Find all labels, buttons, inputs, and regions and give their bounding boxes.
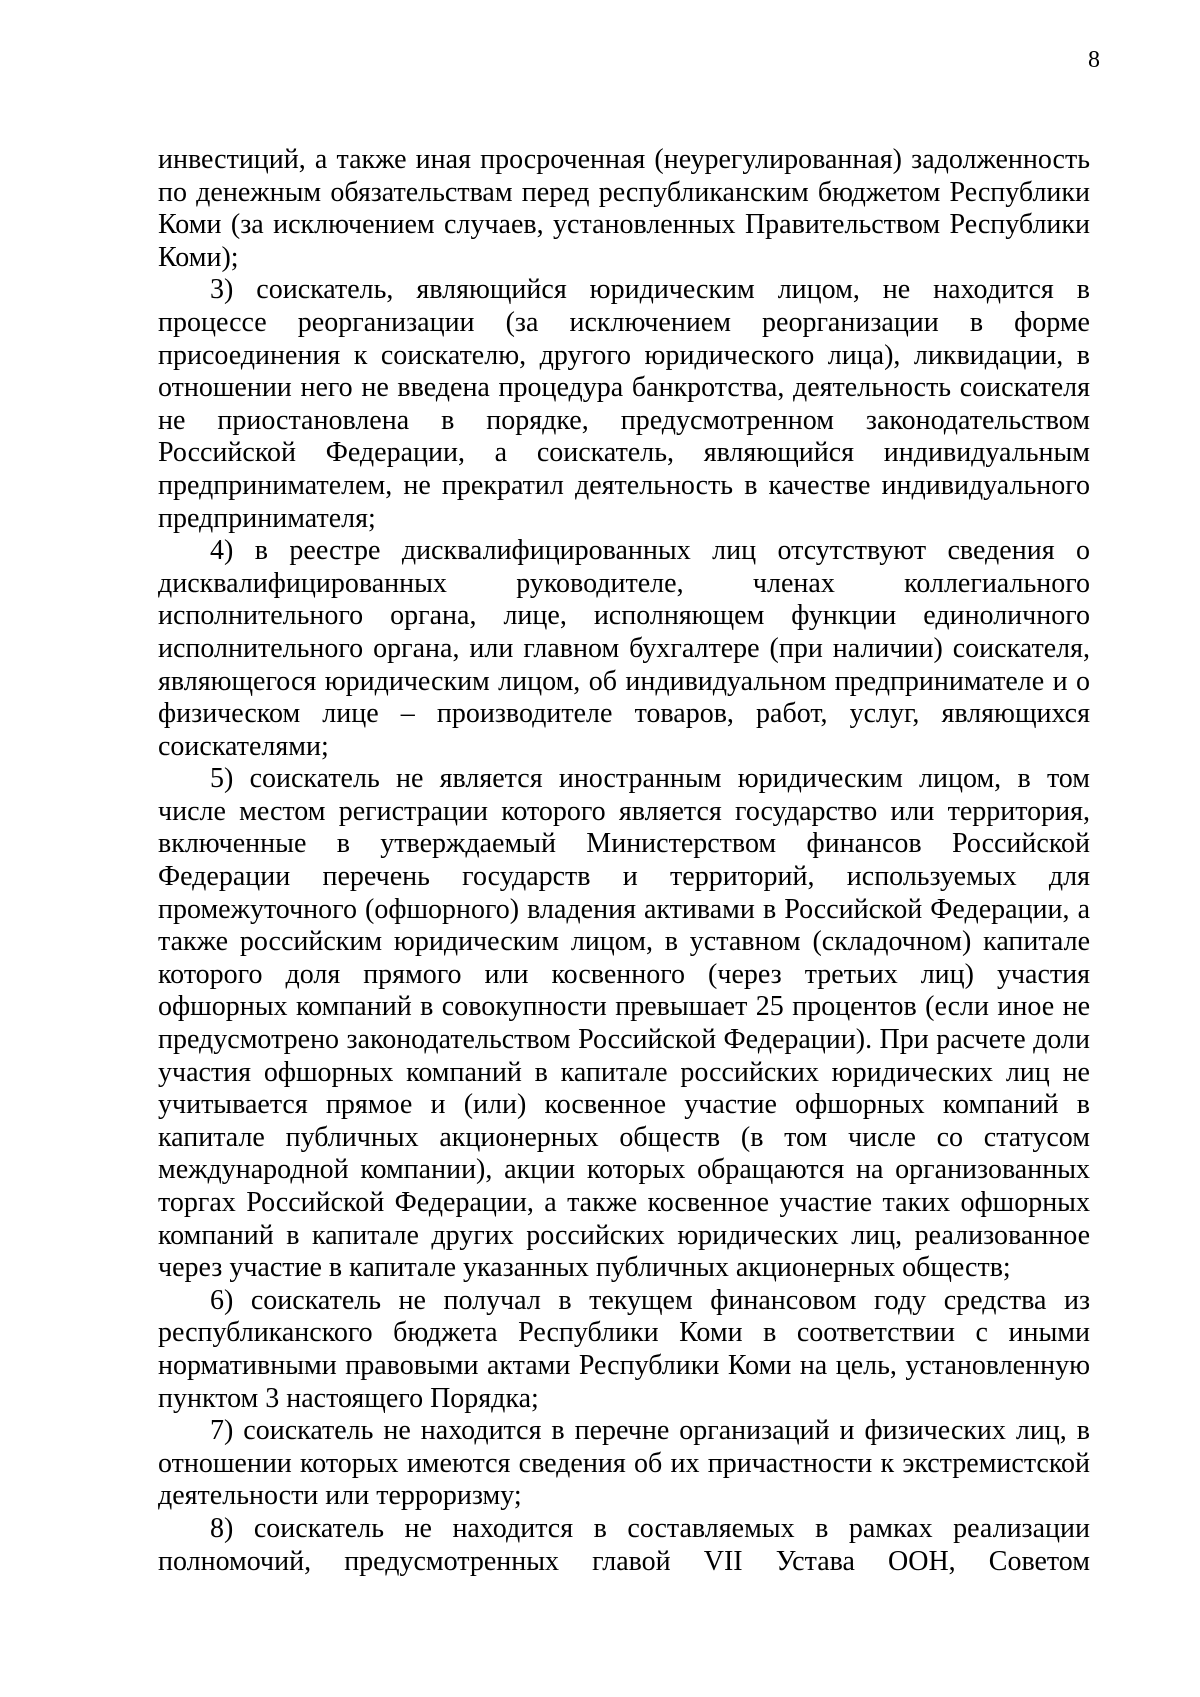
paragraph-item-6: 6) соискатель не получал в текущем финансовом году средства из республиканского бюджета Республики Коми в соответствии с иными нормативными правовыми актами Республики Коми на цель, установленную пунктом 3 настоящего Порядка; xyxy=(158,1284,1090,1414)
document-body xyxy=(158,144,1090,1578)
paragraph-item-5: 5) соискатель не является иностранным юридическим лицом, в том числе местом регистрации которого является государство или территория, включенные в утверждаемый Министерством финансов Российской Федерации перечень государств и территорий, используемых для промежуточного (офшорного) владения активами в Российской Федерации, а также российским юридическим лицом, в уставном (складочном) капитале которого доля прямого или косвенного (через третьих лиц) участия офшорных компаний в совокупности превышает 25 процентов (если иное не предусмотрено законодательством Российской Федерации). При расчете доли участия офшорных компаний в капитале российских юридических лиц не учитывается прямое и (или) косвенное участие офшорных компаний в капитале публичных акционерных обществ (в том числе со статусом международной компании), акции которых обращаются на организованных торгах Российской Федерации, а также косвенное участие таких офшорных компаний в капитале других российских юридических лиц, реализованное через участие в капитале указанных публичных акционерных обществ; xyxy=(158,763,1090,1284)
paragraph-continuation: инвестиций, а также иная просроченная (неурегулированная) задолженность по денежным обязательствам перед республиканским бюджетом Республики Коми (за исключением случаев, установленных Правительством Республики Коми); xyxy=(158,144,1090,273)
paragraph-item-3: 3) соискатель, являющийся юридическим лицом, не находится в процессе реорганизации (за исключением реорганизации в форме присоединения к соискателю, другого юридического лица), ликвидации, в отношении него не введена процедура банкротства, деятельность соискателя не приостановлена в порядке, предусмотренном законодательством Российской Федерации, а соискатель, являющийся индивидуальным предпринимателем, не прекратил деятельность в качестве индивидуального предпринимателя; xyxy=(158,274,1090,534)
paragraph-item-4: 4) в реестре дисквалифицированных лиц отсутствуют сведения о дисквалифицированных руководителе, членах коллегиального исполнительного органа, лице, исполняющем функции единоличного исполнительного органа, или главном бухгалтере (при наличии) соискателя, являющегося юридическим лицом, об индивидуальном предпринимателе и о физическом лице – производителе товаров, работ, услуг, являющихся соискателями; xyxy=(158,535,1090,762)
paragraph-item-8: 8) соискатель не находится в составляемых в рамках реализации полномочий, предусмотренных главой VII Устава ООН, Советом xyxy=(158,1512,1090,1577)
page-number: 8 xyxy=(1088,47,1100,73)
paragraph-item-7: 7) соискатель не находится в перечне организаций и физических лиц, в отношении которых имеются сведения об их причастности к экстремистской деятельности или терроризму; xyxy=(158,1415,1090,1512)
